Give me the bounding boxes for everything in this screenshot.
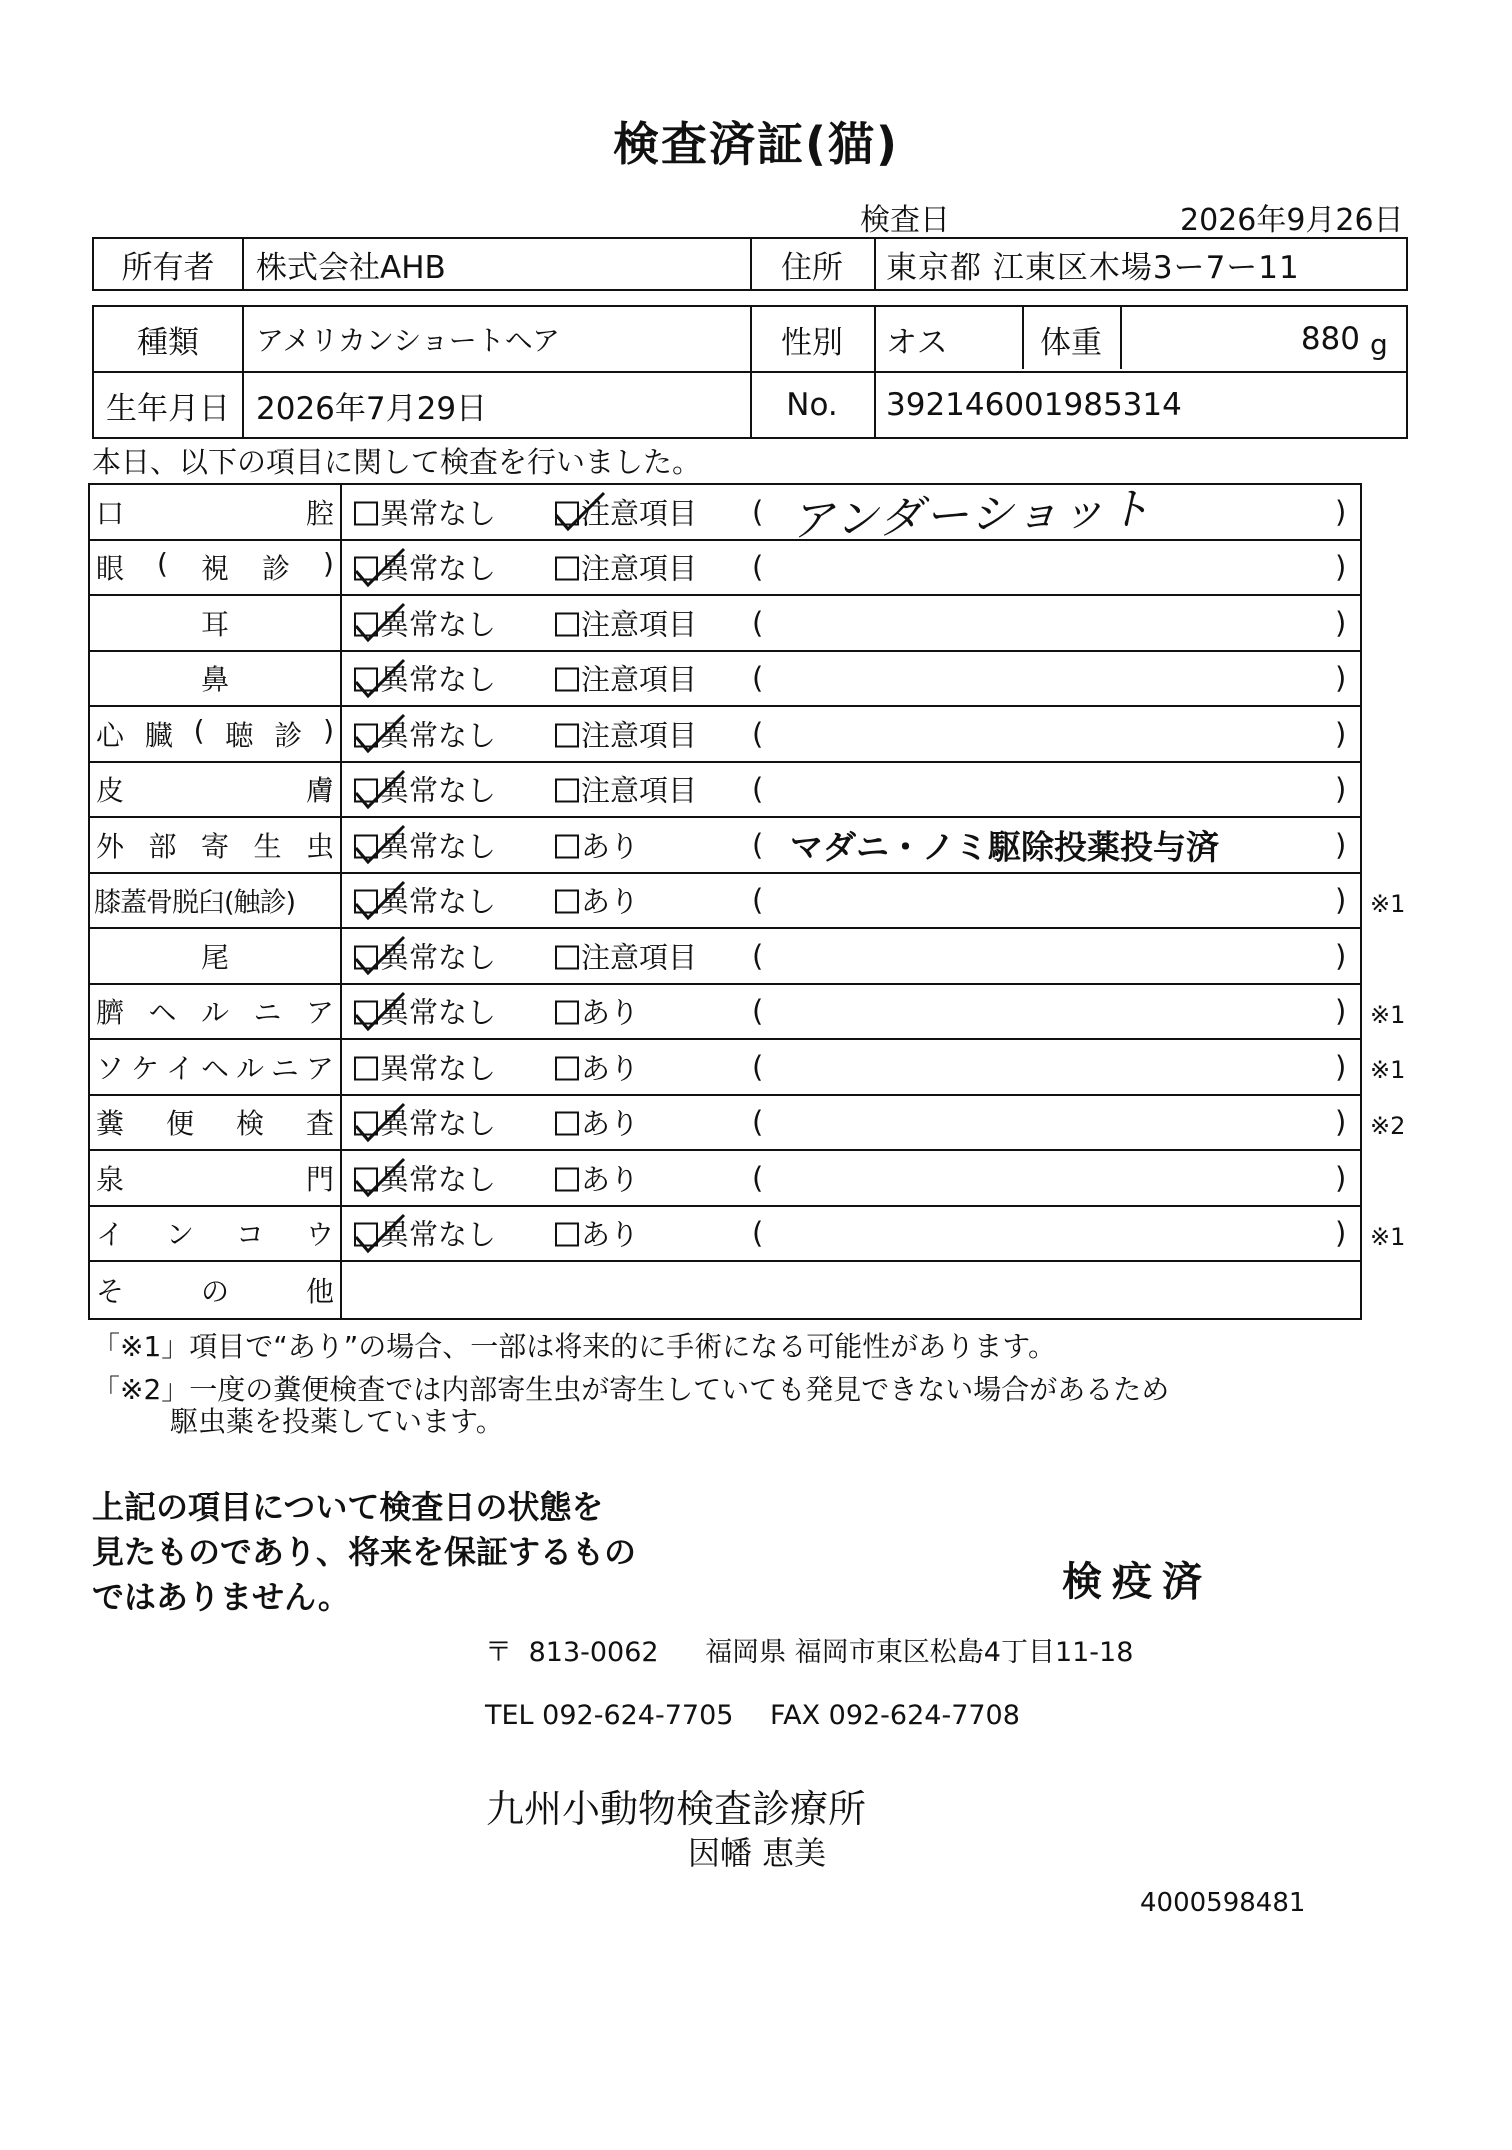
weight-label: 体重 xyxy=(1040,324,1102,361)
exam-row xyxy=(90,541,1360,597)
quarantine-stamp: 検疫済 xyxy=(1062,1559,1212,1605)
weight-value: 880 xyxy=(1300,321,1360,357)
check-mark-icon xyxy=(352,935,408,977)
note-close-paren: ) xyxy=(1335,605,1347,640)
note-open-paren: ( xyxy=(752,1105,764,1140)
checkbox-caution[interactable]: 注意項目 xyxy=(555,547,697,588)
address-value: 東京都 江東区木場3ー7ー11 xyxy=(886,249,1300,286)
footnote-1: 「※1」項目で“あり”の場合、一部は将来的に手術になる可能性があります。 xyxy=(92,1330,1057,1363)
exam-row xyxy=(90,1262,1360,1318)
exam-item-label-cell xyxy=(90,1207,342,1261)
exam-note: アンダーショット xyxy=(789,483,1154,547)
check-mark-icon xyxy=(552,491,608,533)
exam-item-label: イ ン コ ウ xyxy=(96,1218,334,1252)
exam-row xyxy=(90,985,1360,1041)
postal-code: 813-0062 xyxy=(528,1637,659,1668)
exam-item-label-cell xyxy=(90,874,342,928)
footnote-2-line1: 「※2」一度の糞便検査では内部寄生虫が寄生していても発見できない場合があるため xyxy=(92,1373,1170,1406)
check-mark-icon xyxy=(352,1102,408,1144)
exam-row xyxy=(90,483,1360,547)
exam-item-label: 糞 便 検 査 xyxy=(96,1107,334,1141)
clinic-name: 九州小動物検査診療所 xyxy=(486,1787,867,1831)
owner-table xyxy=(92,237,1408,291)
checkbox-present[interactable]: あり xyxy=(555,1102,639,1143)
checkbox-present[interactable]: あり xyxy=(555,880,639,921)
note-close-paren: ) xyxy=(1335,716,1347,751)
checkbox-caution[interactable]: 注意項目 xyxy=(555,769,697,810)
checkbox-normal[interactable]: 異常なし xyxy=(354,1102,496,1143)
exam-item-label: 外 部 寄 生 虫 xyxy=(96,829,334,863)
note-open-paren: ( xyxy=(752,661,764,696)
exam-item-label: 耳 xyxy=(200,607,229,641)
checkbox-present[interactable]: あり xyxy=(555,1046,639,1087)
check-mark-icon xyxy=(352,547,408,589)
exam-item-label: 泉 門 xyxy=(96,1162,334,1196)
exam-item-label: 尾 xyxy=(200,940,229,974)
exam-item-label-cell xyxy=(90,1040,342,1094)
exam-item-label: 眼 ( 視 診 ) xyxy=(96,547,334,586)
checkbox-normal[interactable]: 異常なし xyxy=(354,1213,496,1254)
note-close-paren: ) xyxy=(1335,1216,1347,1251)
check-mark-icon xyxy=(352,658,408,700)
note-open-paren: ( xyxy=(752,772,764,807)
owner-label: 所有者 xyxy=(121,249,215,286)
check-mark-icon xyxy=(352,880,408,922)
note-open-paren: ( xyxy=(752,827,764,862)
birth-label: 生年月日 xyxy=(106,390,230,427)
note-open-paren: ( xyxy=(752,605,764,640)
note-close-paren: ) xyxy=(1335,827,1347,862)
note-close-paren: ) xyxy=(1335,1105,1347,1140)
no-label: No. xyxy=(786,387,838,423)
checkbox-normal[interactable]: 異常なし xyxy=(354,713,496,754)
disclaimer-line-1: 上記の項目について検査日の状態を xyxy=(92,1488,604,1526)
note-close-paren: ) xyxy=(1335,883,1347,918)
disclaimer-line-3: ではありません。 xyxy=(92,1578,350,1616)
checkbox-caution[interactable]: 注意項目 xyxy=(555,491,697,532)
note-open-paren: ( xyxy=(752,1160,764,1195)
checkbox-present[interactable]: あり xyxy=(555,824,639,865)
checkbox-caution[interactable]: 注意項目 xyxy=(555,713,697,754)
exam-row xyxy=(90,763,1360,819)
note-open-paren: ( xyxy=(752,1049,764,1084)
breed-value: アメリカンショートヘア xyxy=(256,324,560,357)
birth-value: 2026年7月29日 xyxy=(256,390,488,427)
note-close-paren: ) xyxy=(1335,661,1347,696)
exam-row xyxy=(90,1207,1360,1263)
note-open-paren: ( xyxy=(752,994,764,1029)
exam-item-label: そ の 他 xyxy=(96,1274,334,1308)
exam-item-label: 膝蓋骨脱臼(触診) xyxy=(94,887,296,919)
sex-value: オス xyxy=(886,324,948,361)
exam-row xyxy=(90,1151,1360,1207)
exam-date: 2026年9月26日 xyxy=(1180,203,1404,238)
footnote-mark: ※1 xyxy=(1370,1056,1406,1084)
footnote-2-line2: 駆虫薬を投薬しています。 xyxy=(170,1405,504,1438)
checkbox-present[interactable]: あり xyxy=(555,991,639,1032)
exam-item-label-cell xyxy=(90,652,342,706)
note-open-paren: ( xyxy=(752,550,764,585)
checkbox-caution[interactable]: 注意項目 xyxy=(555,602,697,643)
checkbox-normal[interactable]: 異常なし xyxy=(354,935,496,976)
check-mark-icon xyxy=(352,769,408,811)
owner-value: 株式会社AHB xyxy=(256,249,446,286)
checkbox-normal[interactable]: 異常なし xyxy=(354,491,496,532)
footnote-mark: ※1 xyxy=(1370,1222,1406,1251)
footnote-mark: ※1 xyxy=(1370,1000,1406,1029)
exam-item-label-cell xyxy=(90,818,342,872)
checkbox-present[interactable]: あり xyxy=(555,1213,639,1254)
checkbox-normal[interactable]: 異常なし xyxy=(354,880,496,921)
exam-item-label: ソ ケ イ ヘ ル ニ ア xyxy=(96,1051,334,1085)
sex-label: 性別 xyxy=(781,324,843,361)
note-close-paren: ) xyxy=(1335,494,1347,529)
exam-item-label-cell xyxy=(90,707,342,761)
checkbox-normal[interactable]: 異常なし xyxy=(354,769,496,810)
note-close-paren: ) xyxy=(1335,772,1347,807)
checkbox-normal[interactable]: 異常なし xyxy=(354,824,496,865)
exam-item-label: 臍 ヘ ル ニ ア xyxy=(96,996,334,1030)
exam-table xyxy=(88,483,1362,1320)
checkbox-normal[interactable]: 異常なし xyxy=(354,547,496,588)
checkbox-normal[interactable]: 異常なし xyxy=(354,991,496,1032)
note-open-paren: ( xyxy=(752,494,764,529)
checkbox-normal[interactable]: 異常なし xyxy=(354,658,496,699)
exam-item-label-cell xyxy=(90,1262,342,1318)
clinic-tel: TEL 092-624-7705 xyxy=(485,1700,734,1731)
footnote-mark: ※2 xyxy=(1370,1111,1406,1140)
check-mark-icon xyxy=(352,713,408,755)
check-mark-icon xyxy=(352,602,408,644)
note-close-paren: ) xyxy=(1335,938,1347,973)
document-number: 4000598481 xyxy=(1140,1888,1306,1918)
exam-row xyxy=(90,874,1360,930)
document-title: 検査済証(猫) xyxy=(612,117,900,171)
check-mark-icon xyxy=(352,824,408,866)
checkbox-caution[interactable]: 注意項目 xyxy=(555,658,697,699)
postal-mark: 〒 xyxy=(485,1637,512,1668)
note-open-paren: ( xyxy=(752,1216,764,1251)
exam-item-label-cell xyxy=(90,985,342,1039)
note-close-paren: ) xyxy=(1335,550,1347,585)
checkbox-normal[interactable]: 異常なし xyxy=(354,1157,496,1198)
checkbox-normal[interactable]: 異常なし xyxy=(354,1046,496,1087)
exam-row xyxy=(90,818,1360,874)
exam-row xyxy=(90,707,1360,763)
exam-note: マダニ・ノミ駆除投薬投与済 xyxy=(790,827,1219,867)
vet-name: 因幡 恵美 xyxy=(688,1834,827,1872)
exam-row xyxy=(90,596,1360,652)
note-close-paren: ) xyxy=(1335,1049,1347,1084)
exam-item-label-cell xyxy=(90,763,342,817)
clinic-address: 福岡県 福岡市東区松島4丁目11-18 xyxy=(705,1637,1134,1668)
exam-item-label: 鼻 xyxy=(200,663,229,697)
exam-item-label-cell xyxy=(90,1151,342,1205)
note-close-paren: ) xyxy=(1335,1160,1347,1195)
exam-item-label-cell xyxy=(90,1096,342,1150)
exam-item-label: 口 腔 xyxy=(96,496,334,530)
exam-row xyxy=(90,1096,1360,1152)
clinic-fax: FAX 092-624-7708 xyxy=(770,1700,1020,1731)
clinic-address-line xyxy=(485,1630,1133,1669)
no-value: 392146001985314 xyxy=(886,387,1182,423)
exam-row xyxy=(90,652,1360,708)
weight-unit: g xyxy=(1370,327,1388,361)
exam-item-label-cell xyxy=(90,596,342,650)
breed-label: 種類 xyxy=(137,324,199,361)
check-mark-icon xyxy=(352,1157,408,1199)
checkbox-normal[interactable]: 異常なし xyxy=(354,602,496,643)
exam-item-label-cell xyxy=(90,541,342,595)
pet-table xyxy=(92,305,1408,439)
footnote-mark: ※1 xyxy=(1370,889,1406,918)
note-open-paren: ( xyxy=(752,883,764,918)
intro-text: 本日、以下の項目に関して検査を行いました。 xyxy=(92,445,702,479)
disclaimer xyxy=(92,1485,636,1620)
exam-item-label: 心 臓 ( 聴 診 ) xyxy=(96,713,334,752)
exam-item-label-cell xyxy=(90,929,342,983)
exam-item-label-cell xyxy=(90,485,342,539)
checkbox-caution[interactable]: 注意項目 xyxy=(555,935,697,976)
check-mark-icon xyxy=(352,991,408,1033)
clinic-contact-line xyxy=(485,1700,1020,1731)
note-open-paren: ( xyxy=(752,716,764,751)
disclaimer-line-2: 見たものであり、将来を保証するもの xyxy=(92,1533,637,1571)
exam-date-label: 検査日 xyxy=(860,203,950,238)
note-open-paren: ( xyxy=(752,938,764,973)
address-label: 住所 xyxy=(781,249,843,286)
checkbox-present[interactable]: あり xyxy=(555,1157,639,1198)
exam-item-label: 皮 膚 xyxy=(96,774,334,808)
exam-row xyxy=(90,1040,1360,1096)
exam-row xyxy=(90,929,1360,985)
note-close-paren: ) xyxy=(1335,994,1347,1029)
check-mark-icon xyxy=(352,1213,408,1255)
